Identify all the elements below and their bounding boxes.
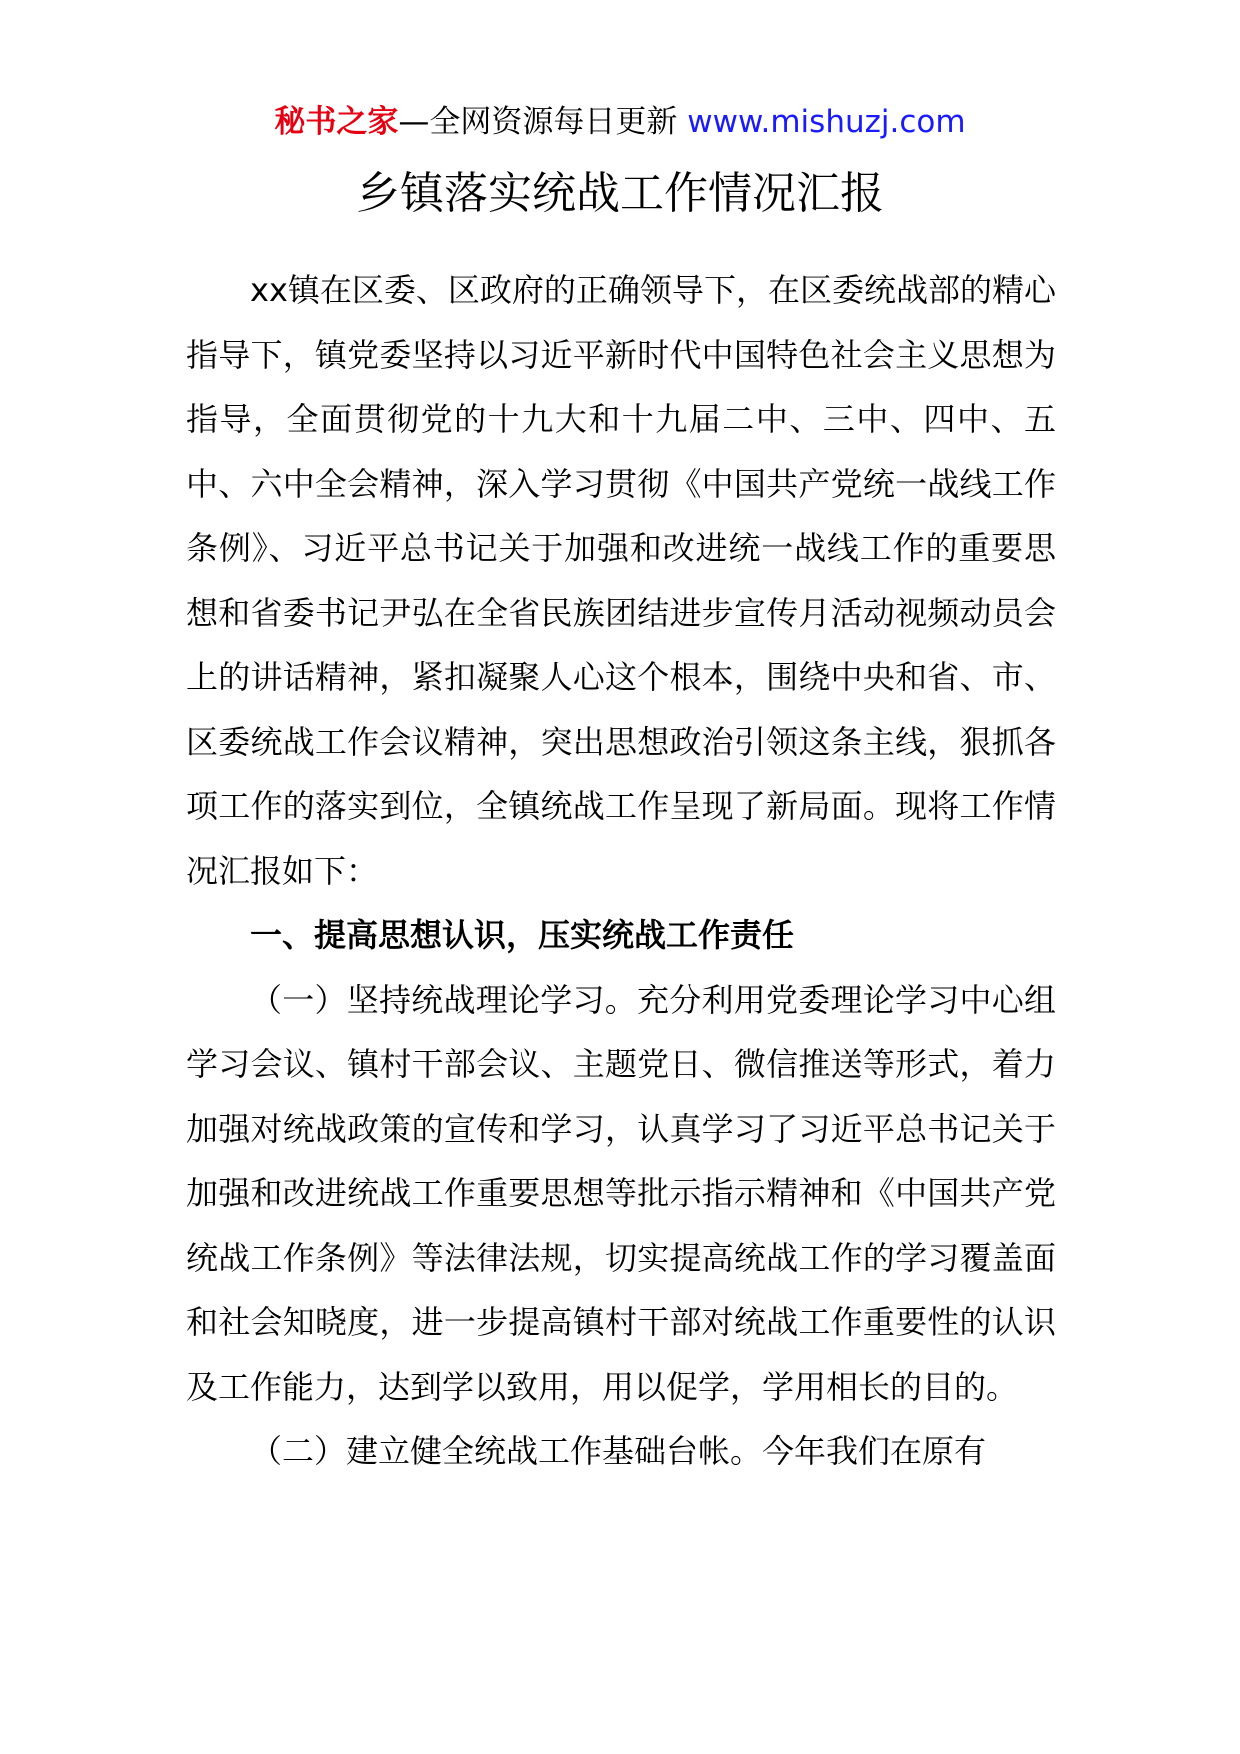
document-body	[186, 258, 1056, 1484]
site-header	[0, 100, 1240, 144]
intro-paragraph: xx镇在区委、区政府的正确领导下，在区委统战部的精心指导下，镇党委坚持以习近平新时代中国特色社会主义思想为指导，全面贯彻党的十九大和十九届二中、三中、四中、五中、六中全会精神，深入学习贯彻《中国共产党统一战线工作条例》、习近平总书记关于加强和改进统一战线工作的重要思想和省委书记尹弘在全省民族团结进步宣传月活动视频动员会上的讲话精神，紧扣凝聚人心这个根本，围绕中央和省、市、区委统战工作会议精神，突出思想政治引领这条主线，狠抓各项工作的落实到位，全镇统战工作呈现了新局面。现将工作情况汇报如下：	[186, 271, 1056, 890]
brand-name: 秘书之家	[274, 104, 399, 140]
section-heading: 一、提高思想认识，压实统战工作责任	[250, 916, 795, 954]
item-paragraph-1: （一）坚持统战理论学习。充分利用党委理论学习中心组学习会议、镇村干部会议、主题党日、微信推送等形式，着力加强对统战政策的宣传和学习，认真学习了习近平总书记关于加强和改进统战工作重要思想等批示指示精神和《中国共产党统战工作条例》等法律法规，切实提高统战工作的学习覆盖面和社会知晓度，进一步提高镇村干部对统战工作重要性的认识及工作能力，达到学以致用，用以促学，学用相长的目的。	[186, 980, 1056, 1406]
site-url-link[interactable]: www.mishuzj.com	[687, 104, 966, 140]
item-paragraph-2: （二）建立健全统战工作基础台帐。今年我们在原有	[250, 1432, 987, 1470]
document-title: 乡镇落实统战工作情况汇报	[356, 168, 884, 219]
header-slogan: —全网资源每日更新	[398, 104, 678, 140]
